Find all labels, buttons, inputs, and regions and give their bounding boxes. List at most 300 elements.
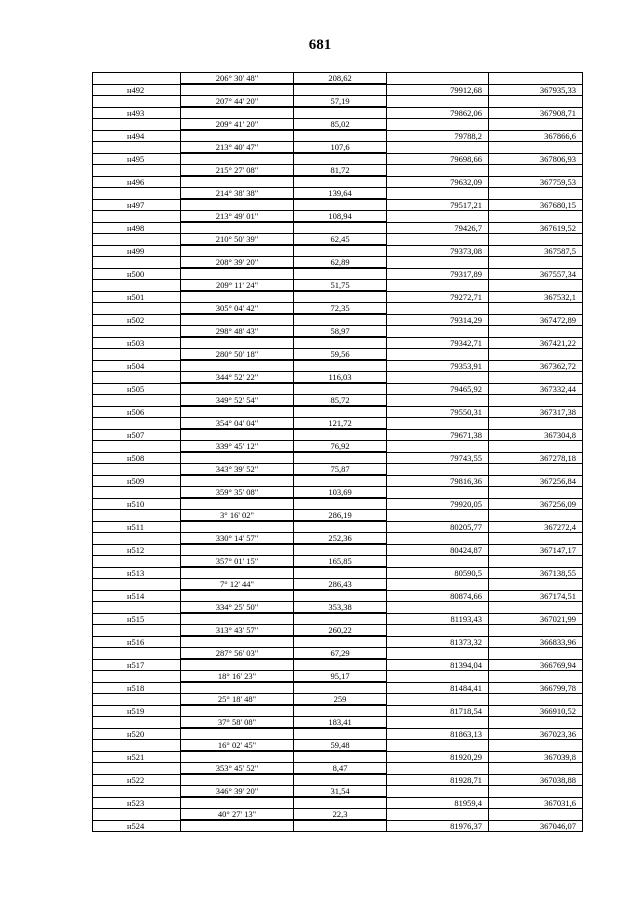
point-name-cell: н513 [93, 567, 181, 579]
length-cell: 208,62 [294, 73, 387, 85]
segment-row [93, 579, 583, 591]
point-name-cell [93, 188, 181, 200]
y-coordinate-cell [489, 464, 583, 476]
angle-cell [181, 452, 294, 464]
x-coordinate-cell: 81863,13 [387, 728, 489, 740]
point-row [93, 452, 583, 464]
x-coordinate-cell: 81373,32 [387, 636, 489, 648]
length-cell [294, 429, 387, 441]
x-coordinate-cell: 79342,71 [387, 337, 489, 349]
y-coordinate-cell [489, 694, 583, 706]
angle-cell: 209° 41' 20" [181, 119, 294, 131]
point-name-cell [93, 96, 181, 108]
x-coordinate-cell [387, 625, 489, 637]
x-coordinate-cell: 79317,89 [387, 268, 489, 280]
length-cell: 107,6 [294, 142, 387, 154]
angle-cell [181, 774, 294, 786]
point-row [93, 84, 583, 96]
y-coordinate-cell [489, 671, 583, 683]
point-name-cell [93, 763, 181, 775]
segment-row [93, 303, 583, 315]
segment-row [93, 280, 583, 292]
angle-cell: 353° 45' 52" [181, 763, 294, 775]
point-name-cell: н509 [93, 475, 181, 487]
x-coordinate-cell: 79671,38 [387, 429, 489, 441]
angle-cell: 3° 16' 02" [181, 510, 294, 522]
x-coordinate-cell: 81484,41 [387, 682, 489, 694]
x-coordinate-cell: 81718,54 [387, 705, 489, 717]
segment-row [93, 372, 583, 384]
angle-cell: 214° 38' 38" [181, 188, 294, 200]
point-name-cell: н494 [93, 130, 181, 142]
point-row [93, 222, 583, 234]
y-coordinate-cell: 367031,6 [489, 797, 583, 809]
y-coordinate-cell [489, 326, 583, 338]
length-cell: 59,56 [294, 349, 387, 361]
x-coordinate-cell: 79788,2 [387, 130, 489, 142]
point-name-cell [93, 533, 181, 545]
angle-cell: 305° 04' 42" [181, 303, 294, 315]
angle-cell [181, 498, 294, 510]
angle-cell: 313° 43' 57" [181, 625, 294, 637]
length-cell: 57,19 [294, 96, 387, 108]
point-name-cell [93, 602, 181, 614]
point-name-cell [93, 740, 181, 752]
point-name-cell [93, 326, 181, 338]
y-coordinate-cell: 367532,1 [489, 291, 583, 303]
x-coordinate-cell [387, 119, 489, 131]
y-coordinate-cell [489, 533, 583, 545]
length-cell [294, 153, 387, 165]
point-row [93, 498, 583, 510]
segment-row [93, 395, 583, 407]
x-coordinate-cell [387, 395, 489, 407]
point-row [93, 751, 583, 763]
x-coordinate-cell [387, 234, 489, 246]
point-name-cell [93, 487, 181, 499]
point-row [93, 728, 583, 740]
y-coordinate-cell [489, 648, 583, 660]
point-name-cell [93, 556, 181, 568]
angle-cell [181, 406, 294, 418]
point-row [93, 544, 583, 556]
x-coordinate-cell: 79816,36 [387, 475, 489, 487]
point-name-cell: н516 [93, 636, 181, 648]
segment-row [93, 533, 583, 545]
length-cell: 62,45 [294, 234, 387, 246]
point-name-cell: н519 [93, 705, 181, 717]
angle-cell [181, 245, 294, 257]
point-name-cell: н510 [93, 498, 181, 510]
coordinates-table-body [93, 73, 583, 832]
angle-cell [181, 659, 294, 671]
angle-cell: 207° 44' 20" [181, 96, 294, 108]
y-coordinate-cell [489, 763, 583, 775]
y-coordinate-cell: 367023,36 [489, 728, 583, 740]
angle-cell [181, 153, 294, 165]
point-name-cell [93, 809, 181, 821]
length-cell [294, 820, 387, 832]
length-cell: 81,72 [294, 165, 387, 177]
angle-cell: 37° 58' 08" [181, 717, 294, 729]
x-coordinate-cell: 80205,77 [387, 521, 489, 533]
y-coordinate-cell: 367038,88 [489, 774, 583, 786]
x-coordinate-cell: 81394,04 [387, 659, 489, 671]
point-row [93, 820, 583, 832]
length-cell: 139,64 [294, 188, 387, 200]
length-cell: 103,69 [294, 487, 387, 499]
y-coordinate-cell [489, 165, 583, 177]
length-cell [294, 544, 387, 556]
angle-cell [181, 291, 294, 303]
y-coordinate-cell [489, 349, 583, 361]
angle-cell [181, 176, 294, 188]
y-coordinate-cell: 366833,96 [489, 636, 583, 648]
segment-row [93, 165, 583, 177]
angle-cell: 210° 50' 39" [181, 234, 294, 246]
y-coordinate-cell [489, 740, 583, 752]
angle-cell [181, 544, 294, 556]
point-row [93, 797, 583, 809]
y-coordinate-cell: 367147,17 [489, 544, 583, 556]
length-cell: 72,35 [294, 303, 387, 315]
angle-cell: 298° 48' 43" [181, 326, 294, 338]
length-cell: 22,3 [294, 809, 387, 821]
length-cell [294, 705, 387, 717]
point-name-cell: н496 [93, 176, 181, 188]
point-name-cell [93, 234, 181, 246]
segment-row [93, 441, 583, 453]
point-name-cell: н518 [93, 682, 181, 694]
point-name-cell: н495 [93, 153, 181, 165]
length-cell [294, 475, 387, 487]
point-name-cell: н511 [93, 521, 181, 533]
point-name-cell: н506 [93, 406, 181, 418]
x-coordinate-cell [387, 464, 489, 476]
segment-row [93, 625, 583, 637]
point-name-cell [93, 786, 181, 798]
angle-cell [181, 797, 294, 809]
point-row [93, 337, 583, 349]
y-coordinate-cell [489, 510, 583, 522]
y-coordinate-cell: 367174,51 [489, 590, 583, 602]
point-name-cell: н517 [93, 659, 181, 671]
length-cell [294, 452, 387, 464]
x-coordinate-cell: 81193,43 [387, 613, 489, 625]
point-name-cell: н515 [93, 613, 181, 625]
angle-cell [181, 130, 294, 142]
x-coordinate-cell: 79353,91 [387, 360, 489, 372]
point-row [93, 199, 583, 211]
length-cell: 108,94 [294, 211, 387, 223]
point-name-cell [93, 395, 181, 407]
y-coordinate-cell [489, 602, 583, 614]
x-coordinate-cell [387, 648, 489, 660]
angle-cell: 16° 02' 45" [181, 740, 294, 752]
y-coordinate-cell: 366799,78 [489, 682, 583, 694]
x-coordinate-cell [387, 671, 489, 683]
angle-cell [181, 613, 294, 625]
segment-row [93, 487, 583, 499]
x-coordinate-cell: 81976,37 [387, 820, 489, 832]
y-coordinate-cell: 367759,53 [489, 176, 583, 188]
point-name-cell [93, 648, 181, 660]
length-cell [294, 774, 387, 786]
segment-row [93, 648, 583, 660]
segment-row [93, 809, 583, 821]
segment-row [93, 234, 583, 246]
y-coordinate-cell [489, 280, 583, 292]
y-coordinate-cell [489, 579, 583, 591]
point-name-cell: н507 [93, 429, 181, 441]
length-cell: 76,92 [294, 441, 387, 453]
point-row [93, 659, 583, 671]
point-name-cell [93, 119, 181, 131]
y-coordinate-cell [489, 303, 583, 315]
x-coordinate-cell: 79920,05 [387, 498, 489, 510]
x-coordinate-cell: 79743,55 [387, 452, 489, 464]
x-coordinate-cell: 79550,31 [387, 406, 489, 418]
x-coordinate-cell [387, 96, 489, 108]
y-coordinate-cell: 367619,52 [489, 222, 583, 234]
point-name-cell [93, 257, 181, 269]
point-name-cell: н492 [93, 84, 181, 96]
point-name-cell: н508 [93, 452, 181, 464]
point-row [93, 291, 583, 303]
x-coordinate-cell [387, 740, 489, 752]
length-cell [294, 314, 387, 326]
length-cell: 75,87 [294, 464, 387, 476]
point-name-cell: н512 [93, 544, 181, 556]
angle-cell: 330° 14' 57" [181, 533, 294, 545]
point-name-cell [93, 349, 181, 361]
x-coordinate-cell [387, 533, 489, 545]
angle-cell [181, 360, 294, 372]
segment-row [93, 671, 583, 683]
point-row [93, 705, 583, 717]
y-coordinate-cell: 367046,07 [489, 820, 583, 832]
point-name-cell [93, 510, 181, 522]
point-row [93, 521, 583, 533]
y-coordinate-cell: 367278,18 [489, 452, 583, 464]
x-coordinate-cell: 79517,21 [387, 199, 489, 211]
angle-cell [181, 383, 294, 395]
y-coordinate-cell [489, 188, 583, 200]
y-coordinate-cell: 367272,4 [489, 521, 583, 533]
point-name-cell [93, 211, 181, 223]
segment-row [93, 418, 583, 430]
x-coordinate-cell [387, 441, 489, 453]
point-name-cell: н497 [93, 199, 181, 211]
y-coordinate-cell: 367472,89 [489, 314, 583, 326]
segment-row [93, 257, 583, 269]
angle-cell: 213° 49' 01" [181, 211, 294, 223]
length-cell: 286,43 [294, 579, 387, 591]
y-coordinate-cell: 367866,6 [489, 130, 583, 142]
y-coordinate-cell: 367332,44 [489, 383, 583, 395]
y-coordinate-cell: 367317,38 [489, 406, 583, 418]
point-name-cell: н522 [93, 774, 181, 786]
x-coordinate-cell [387, 717, 489, 729]
segment-row [93, 602, 583, 614]
angle-cell [181, 728, 294, 740]
length-cell [294, 222, 387, 234]
x-coordinate-cell: 79862,06 [387, 107, 489, 119]
length-cell [294, 682, 387, 694]
x-coordinate-cell [387, 556, 489, 568]
x-coordinate-cell [387, 694, 489, 706]
point-name-cell [93, 441, 181, 453]
segment-row [93, 694, 583, 706]
x-coordinate-cell: 79632,09 [387, 176, 489, 188]
angle-cell [181, 475, 294, 487]
x-coordinate-cell [387, 786, 489, 798]
length-cell [294, 291, 387, 303]
segment-row [93, 510, 583, 522]
y-coordinate-cell [489, 556, 583, 568]
length-cell [294, 245, 387, 257]
angle-cell: 344° 52' 22" [181, 372, 294, 384]
y-coordinate-cell: 367680,15 [489, 199, 583, 211]
length-cell: 259 [294, 694, 387, 706]
length-cell: 353,38 [294, 602, 387, 614]
y-coordinate-cell [489, 372, 583, 384]
page-number: 681 [308, 37, 332, 53]
angle-cell [181, 337, 294, 349]
y-coordinate-cell: 367557,34 [489, 268, 583, 280]
point-name-cell: н523 [93, 797, 181, 809]
x-coordinate-cell: 79426,7 [387, 222, 489, 234]
point-name-cell: н502 [93, 314, 181, 326]
x-coordinate-cell [387, 579, 489, 591]
angle-cell: 349° 52' 54" [181, 395, 294, 407]
point-name-cell: н524 [93, 820, 181, 832]
segment-row [93, 119, 583, 131]
point-name-cell [93, 717, 181, 729]
y-coordinate-cell [489, 418, 583, 430]
length-cell: 8,47 [294, 763, 387, 775]
y-coordinate-cell [489, 487, 583, 499]
angle-cell [181, 429, 294, 441]
angle-cell [181, 567, 294, 579]
point-row [93, 383, 583, 395]
x-coordinate-cell [387, 165, 489, 177]
length-cell [294, 797, 387, 809]
point-row [93, 107, 583, 119]
x-coordinate-cell: 79912,68 [387, 84, 489, 96]
x-coordinate-cell [387, 211, 489, 223]
length-cell [294, 130, 387, 142]
point-name-cell [93, 671, 181, 683]
point-row [93, 130, 583, 142]
length-cell: 85,02 [294, 119, 387, 131]
point-row [93, 314, 583, 326]
angle-cell: 209° 11' 24" [181, 280, 294, 292]
y-coordinate-cell: 367021,99 [489, 613, 583, 625]
point-name-cell [93, 579, 181, 591]
point-row [93, 429, 583, 441]
y-coordinate-cell [489, 234, 583, 246]
x-coordinate-cell [387, 326, 489, 338]
length-cell [294, 337, 387, 349]
angle-cell: 206° 30' 48" [181, 73, 294, 85]
length-cell [294, 84, 387, 96]
segment-row [93, 326, 583, 338]
point-name-cell [93, 372, 181, 384]
point-name-cell [93, 464, 181, 476]
x-coordinate-cell: 80424,87 [387, 544, 489, 556]
length-cell [294, 199, 387, 211]
y-coordinate-cell [489, 786, 583, 798]
angle-cell [181, 268, 294, 280]
point-name-cell: н520 [93, 728, 181, 740]
angle-cell [181, 222, 294, 234]
point-name-cell: н521 [93, 751, 181, 763]
y-coordinate-cell [489, 717, 583, 729]
point-name-cell [93, 303, 181, 315]
x-coordinate-cell: 81959,4 [387, 797, 489, 809]
point-name-cell: н514 [93, 590, 181, 602]
angle-cell [181, 84, 294, 96]
angle-cell [181, 107, 294, 119]
x-coordinate-cell [387, 372, 489, 384]
segment-row [93, 349, 583, 361]
x-coordinate-cell [387, 809, 489, 821]
length-cell [294, 383, 387, 395]
y-coordinate-cell: 367421,22 [489, 337, 583, 349]
y-coordinate-cell [489, 625, 583, 637]
length-cell: 31,54 [294, 786, 387, 798]
angle-cell: 357° 01' 15" [181, 556, 294, 568]
point-name-cell: н503 [93, 337, 181, 349]
angle-cell [181, 521, 294, 533]
point-row [93, 682, 583, 694]
length-cell: 58,97 [294, 326, 387, 338]
angle-cell: 334° 25' 50" [181, 602, 294, 614]
length-cell: 51,75 [294, 280, 387, 292]
point-name-cell: н498 [93, 222, 181, 234]
x-coordinate-cell: 79373,08 [387, 245, 489, 257]
x-coordinate-cell [387, 763, 489, 775]
point-name-cell [93, 142, 181, 154]
point-row [93, 774, 583, 786]
x-coordinate-cell [387, 349, 489, 361]
coordinates-table [92, 72, 583, 832]
length-cell [294, 728, 387, 740]
y-coordinate-cell [489, 211, 583, 223]
length-cell: 260,22 [294, 625, 387, 637]
segment-row [93, 740, 583, 752]
angle-cell [181, 314, 294, 326]
x-coordinate-cell [387, 142, 489, 154]
length-cell: 67,29 [294, 648, 387, 660]
length-cell: 62,89 [294, 257, 387, 269]
x-coordinate-cell [387, 510, 489, 522]
length-cell: 286,19 [294, 510, 387, 522]
point-row [93, 636, 583, 648]
y-coordinate-cell: 367138,55 [489, 567, 583, 579]
segment-row [93, 73, 583, 85]
x-coordinate-cell: 79314,29 [387, 314, 489, 326]
length-cell [294, 521, 387, 533]
angle-cell: 339° 45' 12" [181, 441, 294, 453]
x-coordinate-cell [387, 303, 489, 315]
y-coordinate-cell [489, 96, 583, 108]
angle-cell [181, 751, 294, 763]
length-cell [294, 406, 387, 418]
y-coordinate-cell: 367039,8 [489, 751, 583, 763]
y-coordinate-cell: 366910,52 [489, 705, 583, 717]
